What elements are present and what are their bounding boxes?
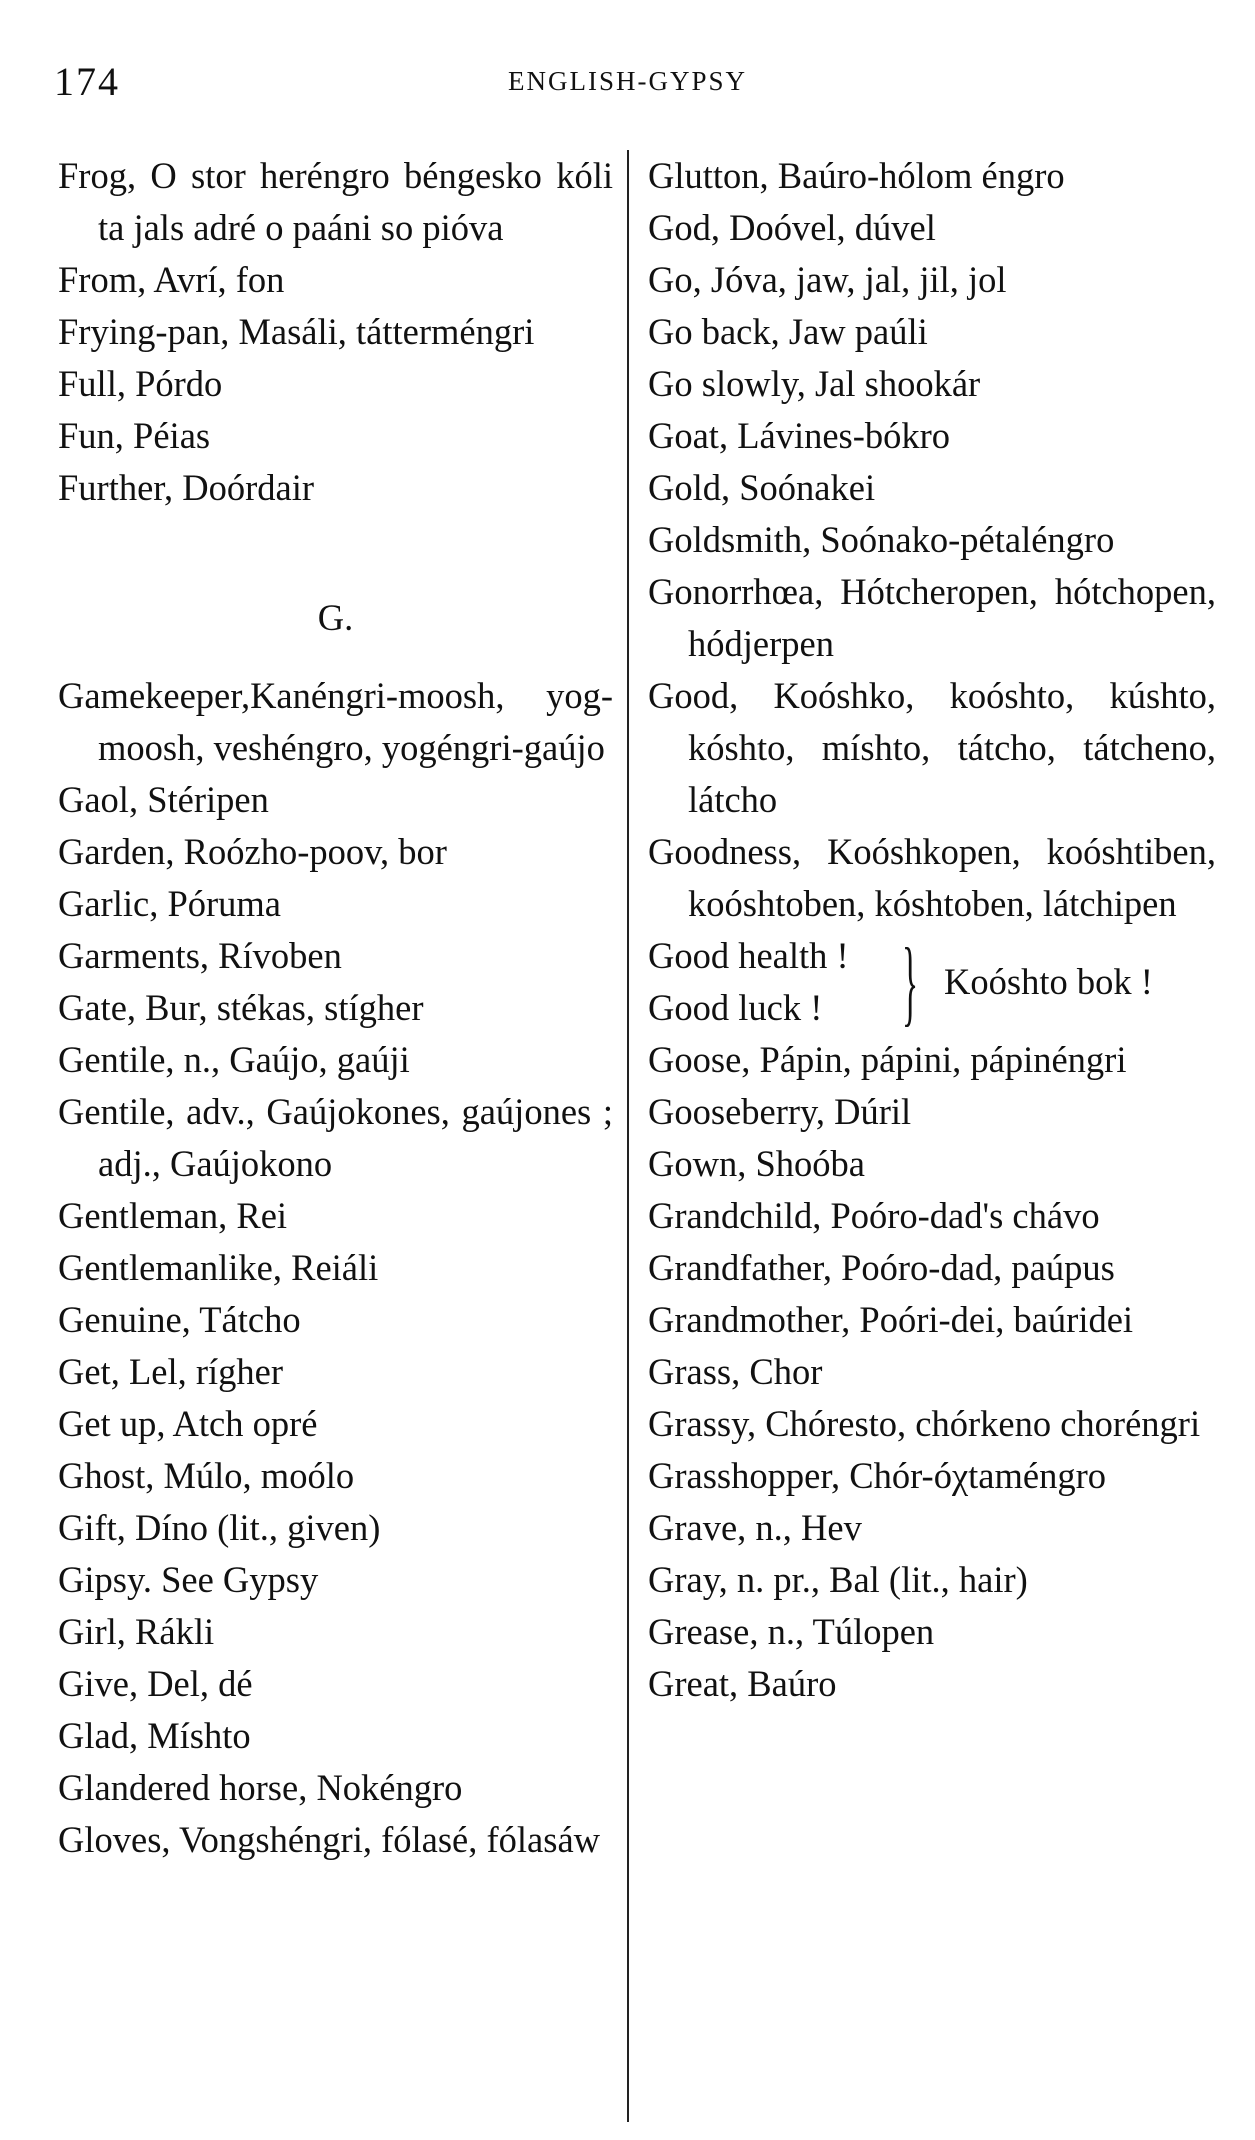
dictionary-entry: Goodness, Koóshkopen, koóshtiben, koóshtoben, kóshtoben, látchipen [648,831,1216,924]
dictionary-entry: Girl, Rákli [58,1611,215,1652]
right-column [648,150,1216,1710]
dictionary-entry: Good, Koóshko, koóshto, kúshto, kóshto, míshto, tátcho, tátcheno, látcho [648,675,1216,820]
page-number: 174 [54,59,120,104]
dictionary-entry: Goat, Lávines-bókro [648,415,951,456]
dictionary-entry: Go slowly, Jal shookár [648,363,981,404]
dictionary-entry: Frying-pan, Masáli, tátterméngri [58,311,535,352]
dictionary-entry: Genuine, Tátcho [58,1299,301,1340]
dictionary-entry: Ghost, Múlo, moólo [58,1455,355,1496]
brace-lines [648,930,849,1034]
dictionary-entry: Garlic, Póruma [58,883,281,924]
right-entries-before [648,150,1216,930]
dictionary-entry: Gamekeeper,Kanéngri-moosh, yog-moosh, veshéngro, yogéngri-gaújo [58,675,613,768]
dictionary-entry: Fun, Péias [58,415,211,456]
dictionary-entry: Grandchild, Poóro-dad's chávo [648,1195,1100,1236]
right-entries-after [648,1034,1216,1710]
dictionary-entry: Glutton, Baúro-hólom éngro [648,155,1065,196]
left-column [58,150,613,1866]
dictionary-entry: God, Doóvel, dúvel [648,207,936,248]
dictionary-entry: Gipsy. See Gypsy [58,1559,319,1600]
dictionary-entry: Gray, n. pr., Bal (lit., hair) [648,1559,1028,1600]
curly-brace: } [902,928,919,1035]
dictionary-entry: From, Avrí, fon [58,259,285,300]
dictionary-entry: Grandmother, Poóri-dei, baúridei [648,1299,1134,1340]
dictionary-entry: Gonorrhœa, Hótcheropen, hótchopen, hódjerpen [648,571,1216,664]
dictionary-entry: Give, Del, dé [58,1663,253,1704]
dictionary-entry: Grasshopper, Chór-óχtaméngro [648,1455,1106,1496]
dictionary-entry: Goldsmith, Soónako-pétaléngro [648,519,1115,560]
running-title: ENGLISH-GYPSY [507,66,747,96]
dictionary-entry: Great, Baúro [648,1663,837,1704]
dictionary-entry: Grease, n., Túlopen [648,1611,935,1652]
brace-group [648,930,1216,1034]
dictionary-entry: Grandfather, Poóro-dad, paúpus [648,1247,1115,1288]
dictionary-entry: Gooseberry, Dúril [648,1091,912,1132]
dictionary-entry: Gold, Soónakei [648,467,876,508]
dictionary-entry: Grass, Chor [648,1351,823,1392]
dictionary-entry: Gate, Bur, stékas, stígher [58,987,424,1028]
dictionary-entry: Gown, Shoóba [648,1143,865,1184]
column-divider [627,150,629,2122]
dictionary-entry: Goose, Pápin, pápini, pápinéngri [648,1039,1127,1080]
dictionary-entry: Frog, O stor heréngro béngesko kóli ta jals adré o paáni so pióva [58,155,613,248]
dictionary-entry: Gentile, n., Gaújo, gaúji [58,1039,410,1080]
section-letter: G. [317,597,354,638]
dictionary-entry: Gaol, Stéripen [58,779,269,820]
dictionary-entry: Grassy, Chóresto, chórkeno choréngri [648,1403,1201,1444]
left-entries-after [58,670,613,1866]
left-entries-before [58,150,613,514]
brace-value: Koóshto bok ! [944,961,1153,1002]
dictionary-entry: Full, Pórdo [58,363,223,404]
dictionary-entry: Go, Jóva, jaw, jal, jil, jol [648,259,1007,300]
dictionary-entry: Get up, Atch opré [58,1403,318,1444]
dictionary-entry: Gloves, Vongshéngri, fólasé, fólasáw [58,1819,601,1860]
dictionary-entry: Garments, Rívoben [58,935,342,976]
dictionary-entry: Get, Lel, rígher [58,1351,283,1392]
dictionary-entry: Go back, Jaw paúli [648,311,928,352]
brace-line-2: Good luck ! [648,987,823,1028]
dictionary-entry: Glad, Míshto [58,1715,251,1756]
dictionary-entry: Glandered horse, Nokéngro [58,1767,463,1808]
dictionary-entry: Gentleman, Rei [58,1195,288,1236]
brace-line-1: Good health ! [648,935,849,976]
dictionary-entry: Gift, Díno (lit., given) [58,1507,381,1548]
dictionary-entry: Garden, Roózho-poov, bor [58,831,447,872]
dictionary-entry: Grave, n., Hev [648,1507,862,1548]
dictionary-entry: Gentile, adv., Gaújokones, gaújones ; adj., Gaújokono [58,1091,613,1184]
dictionary-entry: Further, Doórdair [58,467,314,508]
dictionary-entry: Gentlemanlike, Reiáli [58,1247,379,1288]
